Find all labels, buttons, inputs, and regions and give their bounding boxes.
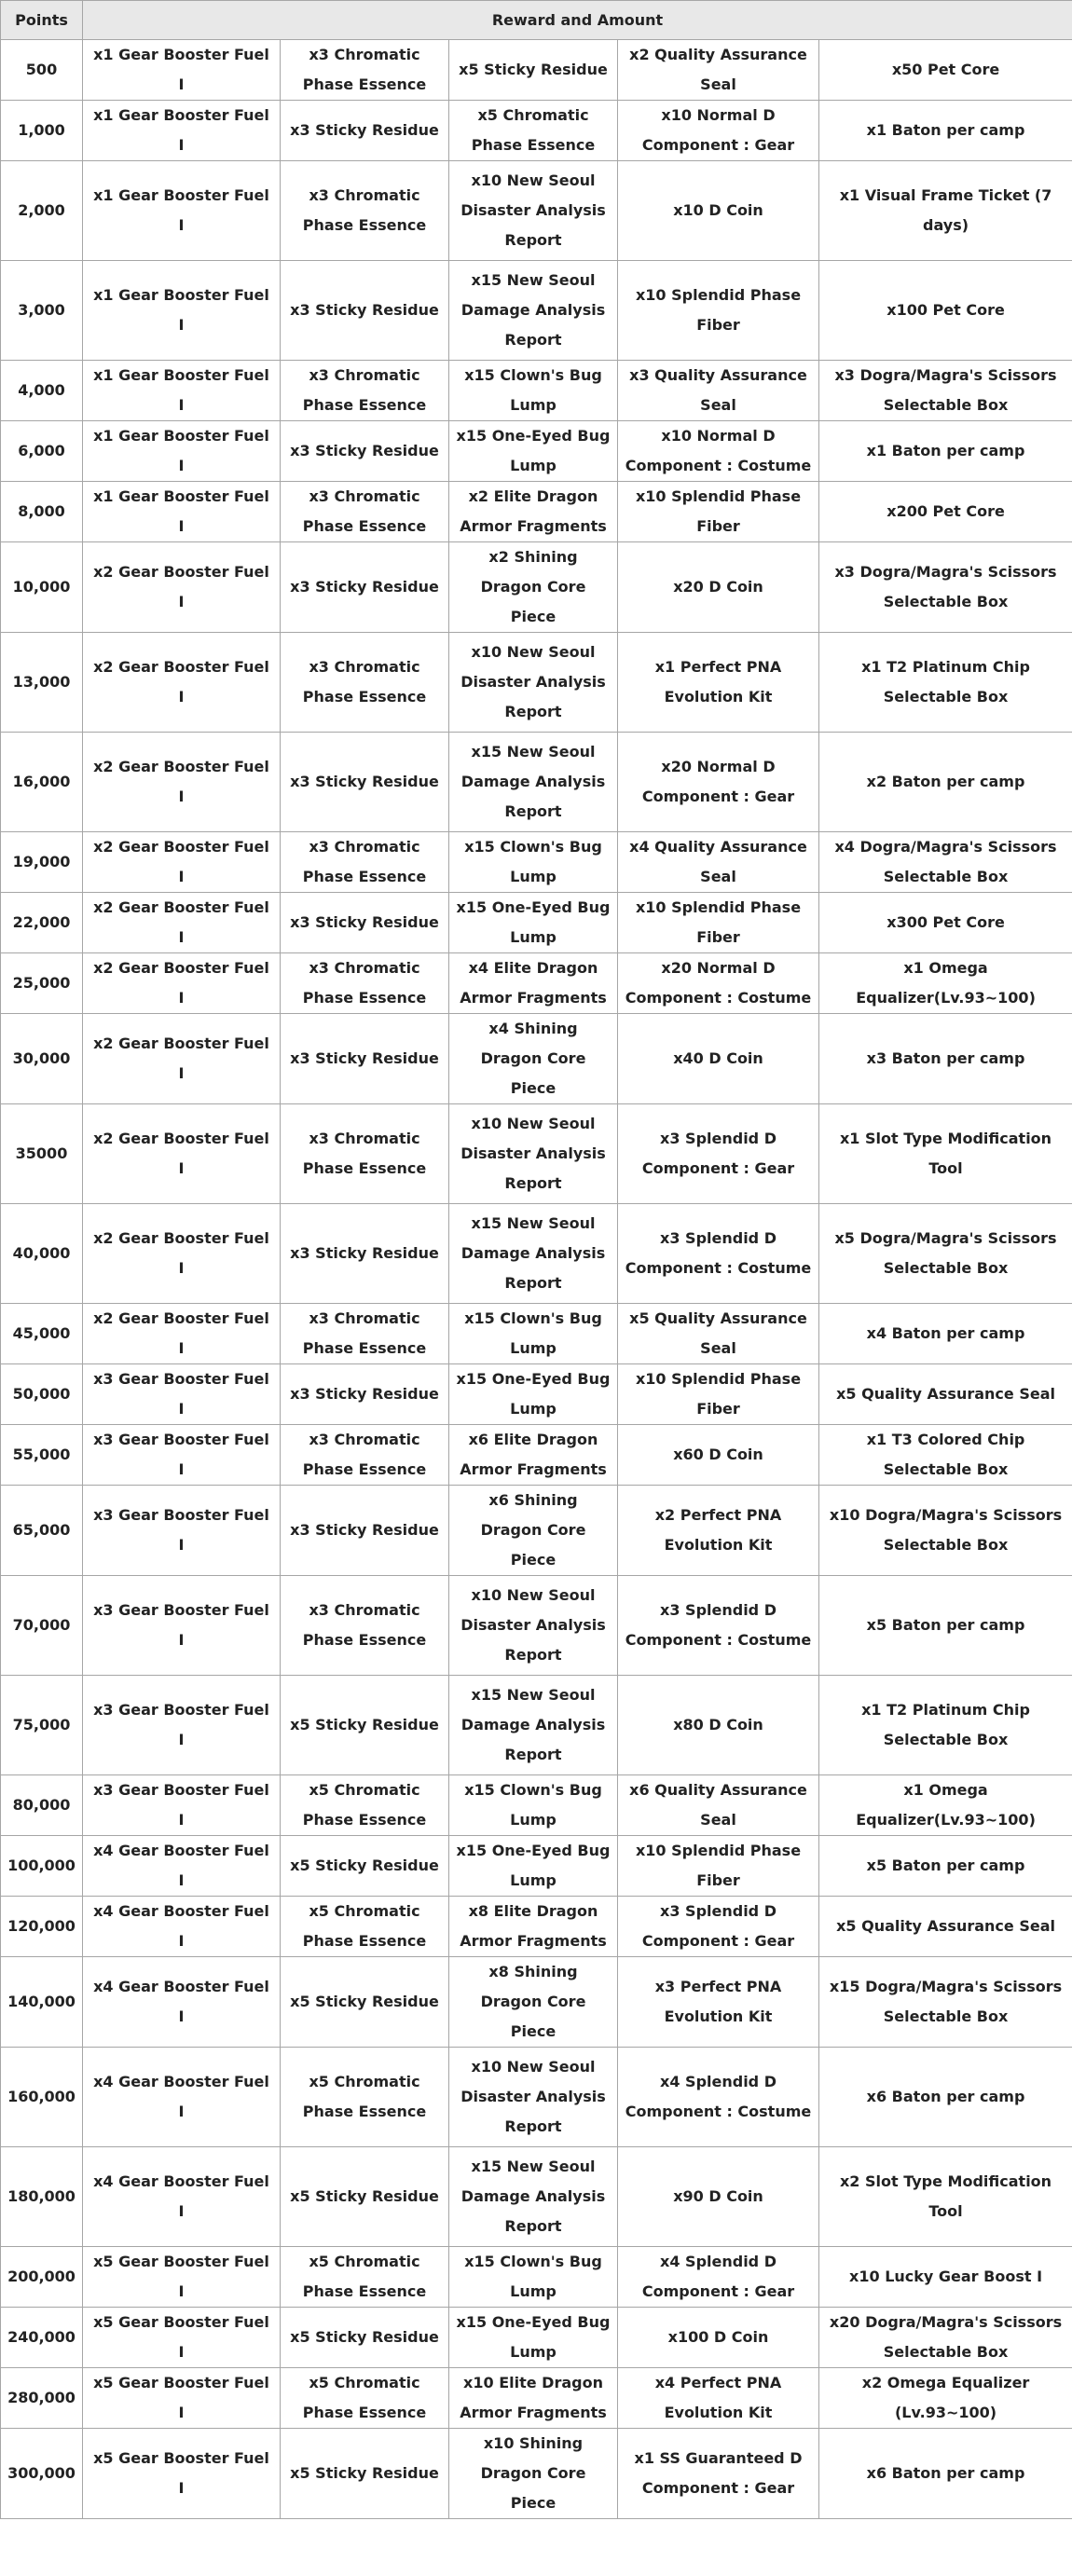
bonus-reward-cell: x3 Dogra/Magra's Scissors Selectable Box	[819, 542, 1072, 633]
material-cell: x3 Sticky Residue	[281, 893, 449, 953]
component-cell: x1 Perfect PNA Evolution Kit	[618, 633, 819, 733]
points-cell: 35000	[1, 1104, 83, 1204]
component-cell: x2 Perfect PNA Evolution Kit	[618, 1486, 819, 1576]
gear-fuel-cell: x5 Gear Booster Fuel I	[83, 2429, 281, 2519]
material-cell: x3 Chromatic Phase Essence	[281, 161, 449, 261]
material-cell: x3 Chromatic Phase Essence	[281, 1104, 449, 1204]
component-cell: x80 D Coin	[618, 1676, 819, 1775]
bonus-reward-cell: x5 Quality Assurance Seal	[819, 1897, 1072, 1957]
table-row	[1, 1957, 1072, 2048]
item-cell: x10 New Seoul Disaster Analysis Report	[449, 161, 618, 261]
material-cell: x3 Chromatic Phase Essence	[281, 361, 449, 421]
table-row	[1, 1775, 1072, 1836]
gear-fuel-cell: x1 Gear Booster Fuel I	[83, 361, 281, 421]
points-cell: 240,000	[1, 2308, 83, 2368]
component-cell: x4 Splendid D Component : Costume	[618, 2048, 819, 2147]
material-cell: x3 Chromatic Phase Essence	[281, 832, 449, 893]
points-cell: 19,000	[1, 832, 83, 893]
gear-fuel-cell: x2 Gear Booster Fuel I	[83, 953, 281, 1014]
item-cell: x15 One-Eyed Bug Lump	[449, 1364, 618, 1425]
material-cell: x5 Sticky Residue	[281, 1676, 449, 1775]
component-cell: x20 D Coin	[618, 542, 819, 633]
gear-fuel-cell: x3 Gear Booster Fuel I	[83, 1676, 281, 1775]
material-cell: x3 Chromatic Phase Essence	[281, 482, 449, 542]
bonus-reward-cell: x2 Slot Type Modification Tool	[819, 2147, 1072, 2247]
gear-fuel-cell: x4 Gear Booster Fuel I	[83, 2147, 281, 2247]
component-cell: x5 Quality Assurance Seal	[618, 1304, 819, 1364]
component-cell: x6 Quality Assurance Seal	[618, 1775, 819, 1836]
item-cell: x15 New Seoul Damage Analysis Report	[449, 733, 618, 832]
points-cell: 10,000	[1, 542, 83, 633]
gear-fuel-cell: x3 Gear Booster Fuel I	[83, 1364, 281, 1425]
bonus-reward-cell: x100 Pet Core	[819, 261, 1072, 361]
bonus-reward-cell: x5 Dogra/Magra's Scissors Selectable Box	[819, 1204, 1072, 1304]
points-cell: 4,000	[1, 361, 83, 421]
gear-fuel-cell: x3 Gear Booster Fuel I	[83, 1576, 281, 1676]
reward-header: Reward and Amount	[83, 1, 1072, 40]
item-cell: x15 New Seoul Damage Analysis Report	[449, 1204, 618, 1304]
gear-fuel-cell: x4 Gear Booster Fuel I	[83, 1836, 281, 1897]
table-row	[1, 2247, 1072, 2308]
table-row	[1, 1486, 1072, 1576]
item-cell: x8 Elite Dragon Armor Fragments	[449, 1897, 618, 1957]
item-cell: x15 New Seoul Damage Analysis Report	[449, 1676, 618, 1775]
gear-fuel-cell: x3 Gear Booster Fuel I	[83, 1775, 281, 1836]
component-cell: x40 D Coin	[618, 1014, 819, 1104]
material-cell: x3 Chromatic Phase Essence	[281, 40, 449, 101]
bonus-reward-cell: x1 T3 Colored Chip Selectable Box	[819, 1425, 1072, 1486]
component-cell: x3 Splendid D Component : Gear	[618, 1104, 819, 1204]
table-row	[1, 953, 1072, 1014]
item-cell: x2 Shining Dragon Core Piece	[449, 542, 618, 633]
table-row	[1, 261, 1072, 361]
material-cell: x5 Sticky Residue	[281, 2147, 449, 2247]
material-cell: x5 Sticky Residue	[281, 1957, 449, 2048]
item-cell: x15 Clown's Bug Lump	[449, 2247, 618, 2308]
material-cell: x3 Chromatic Phase Essence	[281, 1304, 449, 1364]
table-row	[1, 1204, 1072, 1304]
table-body	[1, 40, 1072, 2519]
material-cell: x5 Chromatic Phase Essence	[281, 1897, 449, 1957]
component-cell: x3 Quality Assurance Seal	[618, 361, 819, 421]
bonus-reward-cell: x5 Baton per camp	[819, 1836, 1072, 1897]
points-cell: 25,000	[1, 953, 83, 1014]
points-cell: 75,000	[1, 1676, 83, 1775]
material-cell: x3 Sticky Residue	[281, 261, 449, 361]
bonus-reward-cell: x200 Pet Core	[819, 482, 1072, 542]
gear-fuel-cell: x5 Gear Booster Fuel I	[83, 2247, 281, 2308]
item-cell: x10 Shining Dragon Core Piece	[449, 2429, 618, 2519]
component-cell: x20 Normal D Component : Gear	[618, 733, 819, 832]
table-row	[1, 733, 1072, 832]
component-cell: x90 D Coin	[618, 2147, 819, 2247]
gear-fuel-cell: x2 Gear Booster Fuel I	[83, 1204, 281, 1304]
component-cell: x10 Normal D Component : Costume	[618, 421, 819, 482]
bonus-reward-cell: x1 Baton per camp	[819, 421, 1072, 482]
points-cell: 100,000	[1, 1836, 83, 1897]
points-cell: 500	[1, 40, 83, 101]
bonus-reward-cell: x10 Dogra/Magra's Scissors Selectable Box	[819, 1486, 1072, 1576]
component-cell: x10 Splendid Phase Fiber	[618, 893, 819, 953]
table-row	[1, 2429, 1072, 2519]
item-cell: x5 Chromatic Phase Essence	[449, 101, 618, 161]
points-cell: 6,000	[1, 421, 83, 482]
material-cell: x3 Chromatic Phase Essence	[281, 1425, 449, 1486]
bonus-reward-cell: x6 Baton per camp	[819, 2429, 1072, 2519]
table-row	[1, 542, 1072, 633]
bonus-reward-cell: x5 Baton per camp	[819, 1576, 1072, 1676]
material-cell: x5 Chromatic Phase Essence	[281, 2368, 449, 2429]
material-cell: x5 Chromatic Phase Essence	[281, 1775, 449, 1836]
gear-fuel-cell: x1 Gear Booster Fuel I	[83, 161, 281, 261]
points-header: Points	[1, 1, 83, 40]
points-cell: 300,000	[1, 2429, 83, 2519]
points-cell: 16,000	[1, 733, 83, 832]
bonus-reward-cell: x2 Omega Equalizer (Lv.93~100)	[819, 2368, 1072, 2429]
material-cell: x3 Sticky Residue	[281, 1204, 449, 1304]
gear-fuel-cell: x1 Gear Booster Fuel I	[83, 421, 281, 482]
bonus-reward-cell: x6 Baton per camp	[819, 2048, 1072, 2147]
bonus-reward-cell: x4 Dogra/Magra's Scissors Selectable Box	[819, 832, 1072, 893]
table-row	[1, 40, 1072, 101]
item-cell: x15 One-Eyed Bug Lump	[449, 2308, 618, 2368]
points-cell: 180,000	[1, 2147, 83, 2247]
material-cell: x3 Chromatic Phase Essence	[281, 633, 449, 733]
component-cell: x3 Splendid D Component : Costume	[618, 1576, 819, 1676]
component-cell: x10 Splendid Phase Fiber	[618, 261, 819, 361]
material-cell: x3 Sticky Residue	[281, 542, 449, 633]
component-cell: x4 Quality Assurance Seal	[618, 832, 819, 893]
gear-fuel-cell: x2 Gear Booster Fuel I	[83, 633, 281, 733]
item-cell: x10 New Seoul Disaster Analysis Report	[449, 1576, 618, 1676]
gear-fuel-cell: x4 Gear Booster Fuel I	[83, 1897, 281, 1957]
item-cell: x10 Elite Dragon Armor Fragments	[449, 2368, 618, 2429]
item-cell: x15 One-Eyed Bug Lump	[449, 1836, 618, 1897]
points-cell: 200,000	[1, 2247, 83, 2308]
gear-fuel-cell: x3 Gear Booster Fuel I	[83, 1486, 281, 1576]
bonus-reward-cell: x1 Visual Frame Ticket (7 days)	[819, 161, 1072, 261]
bonus-reward-cell: x1 Omega Equalizer(Lv.93~100)	[819, 1775, 1072, 1836]
table-row	[1, 1425, 1072, 1486]
bonus-reward-cell: x15 Dogra/Magra's Scissors Selectable Box	[819, 1957, 1072, 2048]
component-cell: x10 Splendid Phase Fiber	[618, 482, 819, 542]
table-row	[1, 482, 1072, 542]
table-row	[1, 1364, 1072, 1425]
component-cell: x10 Splendid Phase Fiber	[618, 1836, 819, 1897]
header-row	[1, 1, 1072, 40]
gear-fuel-cell: x1 Gear Booster Fuel I	[83, 261, 281, 361]
points-cell: 3,000	[1, 261, 83, 361]
points-cell: 120,000	[1, 1897, 83, 1957]
item-cell: x10 New Seoul Disaster Analysis Report	[449, 2048, 618, 2147]
gear-fuel-cell: x2 Gear Booster Fuel I	[83, 1104, 281, 1204]
bonus-reward-cell: x1 Baton per camp	[819, 101, 1072, 161]
item-cell: x4 Elite Dragon Armor Fragments	[449, 953, 618, 1014]
table-row	[1, 1014, 1072, 1104]
table-row	[1, 2048, 1072, 2147]
gear-fuel-cell: x1 Gear Booster Fuel I	[83, 482, 281, 542]
item-cell: x6 Shining Dragon Core Piece	[449, 1486, 618, 1576]
material-cell: x3 Sticky Residue	[281, 733, 449, 832]
gear-fuel-cell: x4 Gear Booster Fuel I	[83, 2048, 281, 2147]
points-cell: 160,000	[1, 2048, 83, 2147]
item-cell: x15 One-Eyed Bug Lump	[449, 893, 618, 953]
material-cell: x5 Sticky Residue	[281, 2429, 449, 2519]
gear-fuel-cell: x2 Gear Booster Fuel I	[83, 1014, 281, 1104]
bonus-reward-cell: x300 Pet Core	[819, 893, 1072, 953]
points-cell: 65,000	[1, 1486, 83, 1576]
item-cell: x8 Shining Dragon Core Piece	[449, 1957, 618, 2048]
gear-fuel-cell: x5 Gear Booster Fuel I	[83, 2308, 281, 2368]
points-cell: 1,000	[1, 101, 83, 161]
table-row	[1, 1836, 1072, 1897]
gear-fuel-cell: x1 Gear Booster Fuel I	[83, 40, 281, 101]
points-cell: 140,000	[1, 1957, 83, 2048]
item-cell: x15 New Seoul Damage Analysis Report	[449, 261, 618, 361]
points-cell: 22,000	[1, 893, 83, 953]
component-cell: x10 D Coin	[618, 161, 819, 261]
gear-fuel-cell: x2 Gear Booster Fuel I	[83, 893, 281, 953]
item-cell: x10 New Seoul Disaster Analysis Report	[449, 1104, 618, 1204]
bonus-reward-cell: x1 T2 Platinum Chip Selectable Box	[819, 633, 1072, 733]
gear-fuel-cell: x1 Gear Booster Fuel I	[83, 101, 281, 161]
points-cell: 55,000	[1, 1425, 83, 1486]
table-row	[1, 161, 1072, 261]
points-cell: 30,000	[1, 1014, 83, 1104]
points-cell: 13,000	[1, 633, 83, 733]
bonus-reward-cell: x1 Omega Equalizer(Lv.93~100)	[819, 953, 1072, 1014]
table-row	[1, 421, 1072, 482]
item-cell: x5 Sticky Residue	[449, 40, 618, 101]
material-cell: x5 Sticky Residue	[281, 2308, 449, 2368]
table-row	[1, 101, 1072, 161]
points-cell: 280,000	[1, 2368, 83, 2429]
component-cell: x3 Splendid D Component : Gear	[618, 1897, 819, 1957]
bonus-reward-cell: x1 T2 Platinum Chip Selectable Box	[819, 1676, 1072, 1775]
gear-fuel-cell: x2 Gear Booster Fuel I	[83, 542, 281, 633]
bonus-reward-cell: x50 Pet Core	[819, 40, 1072, 101]
bonus-reward-cell: x1 Slot Type Modification Tool	[819, 1104, 1072, 1204]
material-cell: x3 Sticky Residue	[281, 1486, 449, 1576]
item-cell: x15 Clown's Bug Lump	[449, 1775, 618, 1836]
gear-fuel-cell: x5 Gear Booster Fuel I	[83, 2368, 281, 2429]
component-cell: x100 D Coin	[618, 2308, 819, 2368]
component-cell: x10 Splendid Phase Fiber	[618, 1364, 819, 1425]
points-cell: 70,000	[1, 1576, 83, 1676]
component-cell: x3 Splendid D Component : Costume	[618, 1204, 819, 1304]
bonus-reward-cell: x20 Dogra/Magra's Scissors Selectable Box	[819, 2308, 1072, 2368]
points-cell: 50,000	[1, 1364, 83, 1425]
component-cell: x4 Splendid D Component : Gear	[618, 2247, 819, 2308]
item-cell: x15 One-Eyed Bug Lump	[449, 421, 618, 482]
item-cell: x6 Elite Dragon Armor Fragments	[449, 1425, 618, 1486]
table-row	[1, 832, 1072, 893]
table-row	[1, 2368, 1072, 2429]
points-cell: 40,000	[1, 1204, 83, 1304]
component-cell: x1 SS Guaranteed D Component : Gear	[618, 2429, 819, 2519]
gear-fuel-cell: x2 Gear Booster Fuel I	[83, 832, 281, 893]
table-row	[1, 1304, 1072, 1364]
table-row	[1, 1676, 1072, 1775]
item-cell: x15 Clown's Bug Lump	[449, 832, 618, 893]
points-cell: 80,000	[1, 1775, 83, 1836]
table-row	[1, 633, 1072, 733]
bonus-reward-cell: x3 Dogra/Magra's Scissors Selectable Box	[819, 361, 1072, 421]
table-row	[1, 1897, 1072, 1957]
item-cell: x10 New Seoul Disaster Analysis Report	[449, 633, 618, 733]
bonus-reward-cell: x2 Baton per camp	[819, 733, 1072, 832]
material-cell: x5 Chromatic Phase Essence	[281, 2048, 449, 2147]
material-cell: x3 Sticky Residue	[281, 101, 449, 161]
material-cell: x3 Sticky Residue	[281, 421, 449, 482]
points-cell: 2,000	[1, 161, 83, 261]
bonus-reward-cell: x4 Baton per camp	[819, 1304, 1072, 1364]
material-cell: x3 Sticky Residue	[281, 1014, 449, 1104]
material-cell: x5 Sticky Residue	[281, 1836, 449, 1897]
gear-fuel-cell: x2 Gear Booster Fuel I	[83, 733, 281, 832]
bonus-reward-cell: x10 Lucky Gear Boost I	[819, 2247, 1072, 2308]
item-cell: x2 Elite Dragon Armor Fragments	[449, 482, 618, 542]
table-row	[1, 361, 1072, 421]
gear-fuel-cell: x3 Gear Booster Fuel I	[83, 1425, 281, 1486]
gear-fuel-cell: x4 Gear Booster Fuel I	[83, 1957, 281, 2048]
material-cell: x3 Chromatic Phase Essence	[281, 1576, 449, 1676]
table-row	[1, 1576, 1072, 1676]
component-cell: x20 Normal D Component : Costume	[618, 953, 819, 1014]
item-cell: x4 Shining Dragon Core Piece	[449, 1014, 618, 1104]
table-row	[1, 2308, 1072, 2368]
item-cell: x15 New Seoul Damage Analysis Report	[449, 2147, 618, 2247]
gear-fuel-cell: x2 Gear Booster Fuel I	[83, 1304, 281, 1364]
bonus-reward-cell: x5 Quality Assurance Seal	[819, 1364, 1072, 1425]
component-cell: x2 Quality Assurance Seal	[618, 40, 819, 101]
table-row	[1, 1104, 1072, 1204]
item-cell: x15 Clown's Bug Lump	[449, 361, 618, 421]
item-cell: x15 Clown's Bug Lump	[449, 1304, 618, 1364]
component-cell: x10 Normal D Component : Gear	[618, 101, 819, 161]
table-row	[1, 2147, 1072, 2247]
bonus-reward-cell: x3 Baton per camp	[819, 1014, 1072, 1104]
points-cell: 8,000	[1, 482, 83, 542]
table-row	[1, 893, 1072, 953]
material-cell: x3 Chromatic Phase Essence	[281, 953, 449, 1014]
component-cell: x4 Perfect PNA Evolution Kit	[618, 2368, 819, 2429]
material-cell: x5 Chromatic Phase Essence	[281, 2247, 449, 2308]
points-cell: 45,000	[1, 1304, 83, 1364]
material-cell: x3 Sticky Residue	[281, 1364, 449, 1425]
component-cell: x60 D Coin	[618, 1425, 819, 1486]
component-cell: x3 Perfect PNA Evolution Kit	[618, 1957, 819, 2048]
